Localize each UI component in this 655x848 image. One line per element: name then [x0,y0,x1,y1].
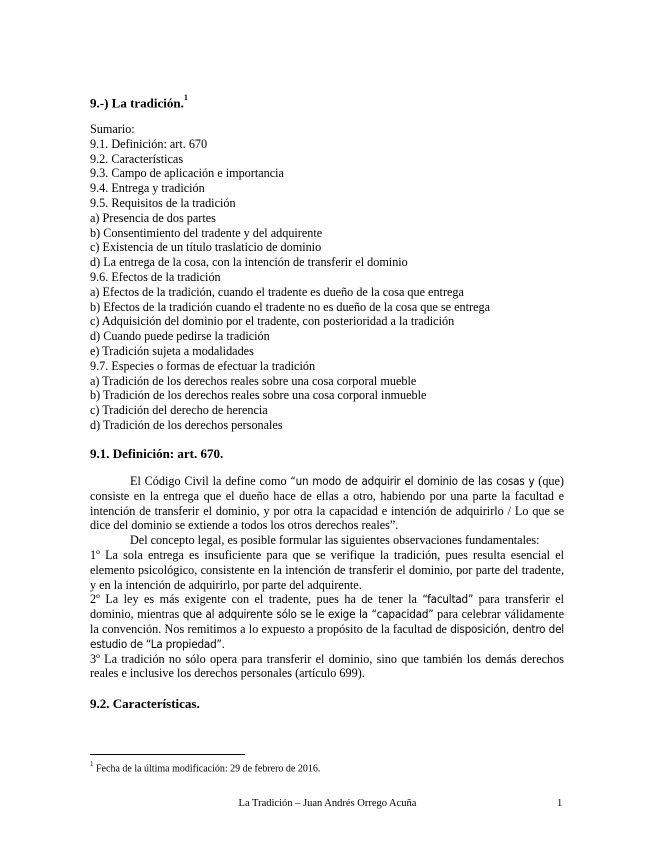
summary-item: e) Tradición sujeta a modalidades [90,343,254,358]
paragraph-text: . [221,636,225,651]
footnote-number: 1 [90,760,94,768]
title-text: 9.-) La tradición. [90,95,184,111]
page-number: 1 [557,798,563,809]
summary-item: c) Adquisición del dominio por el tradente, con posterioridad a la tradición [90,314,455,329]
quoted-text: “un modo de adquirir el dominio de las cosas y [290,474,535,488]
paragraph-text: para celebrar válidamente la convención. Nos remitimos a lo expuesto a propósito de la facultad de [90,607,564,636]
summary-item: 9.6. Efectos de la tradición [90,269,221,284]
summary-item: 9.2. Características [90,151,184,166]
footnote-separator [90,754,245,755]
summary-item: d) Cuando puede pedirse la tradición [90,329,270,344]
definition-paragraph [90,474,564,533]
quoted-text: disposición, dentro del estudio de “La propiedad” [90,621,564,651]
section-heading-caracteristicas: 9.2. Características. [90,696,200,711]
summary-label: Sumario: [90,122,135,136]
document-title [90,92,188,111]
footnote-text: Fecha de la última modificación: 29 de febrero de 2016. [93,763,321,775]
summary-item: 9.3. Campo de aplicación e importancia [90,166,284,181]
summary-item: b) Consentimiento del tradente y del adquirente [90,225,323,240]
quoted-text: que al adquirente sólo se le exige la “capacidad” [182,607,434,622]
paragraph-text: para transferir el dominio, mientras [90,592,564,622]
summary-item: c) Tradición del derecho de herencia [90,403,268,418]
footnote-reference[interactable]: 1 [183,93,188,102]
paragraph-text: (que) consiste en la entrega que el dueño hace de ellas a otro, habiendo por una parte la facultad e intención de transferir el dominio, y por otra la capacidad e intención de adquirirlo / Lo que se dice del dominio se extiende a todos los otros derechos reales”. [90,474,564,533]
summary-item: d) Tradición de los derechos personales [90,417,283,432]
summary-item: b) Tradición de los derechos reales sobre una cosa corporal inmueble [90,388,427,403]
summary-item: a) Tradición de los derechos reales sobre una cosa corporal mueble [90,373,417,388]
observation-2 [90,592,564,651]
page-footer-title: La Tradición – Juan Andrés Orrego Acuña [238,798,417,809]
paragraph-text: El Código Civil la define como [130,474,291,488]
paragraph-text: 2º La ley es más exigente con el tradente, pues ha de tener la [90,592,423,607]
summary-item: 9.4. Entrega y tradición [90,181,205,196]
observations-intro: Del concepto legal, es posible formular las siguientes observaciones fundamentales: [130,533,540,548]
section-heading-definicion: 9.1. Definición: art. 670. [90,446,224,461]
summary-item: a) Presencia de dos partes [90,210,216,225]
summary-item: d) La entrega de la cosa, con la intención de transferir el dominio [90,255,408,270]
summary-item: c) Existencia de un título traslaticio de dominio [90,240,322,255]
summary-list [90,122,560,433]
footnote [90,759,320,775]
observation-1: 1º La sola entrega es insuficiente para que se verifique la tradición, pues resulta esencial el elemento psicológico, consistente en la intención de transferir el dominio, por parte del tradente, y en la intención de adquirirlo, por parte del adquirente. [90,547,564,592]
summary-item: 9.7. Especies o formas de efectuar la tradición [90,358,316,373]
summary-item: a) Efectos de la tradición, cuando el tradente es dueño de la cosa que entrega [90,284,464,299]
summary-item: 9.1. Definición: art. 670 [90,136,208,151]
observation-3: 3º La tradición no sólo opera para transferir el dominio, sino que también los demás derechos reales e inclusive los derechos personales (artículo 699). [90,651,564,681]
quoted-text: “facultad” [422,592,474,607]
section-body-definicion [90,474,564,681]
summary-item: 9.5. Requisitos de la tradición [90,195,236,210]
summary-item: b) Efectos de la tradición cuando el tradente no es dueño de la cosa que se entrega [90,299,490,314]
